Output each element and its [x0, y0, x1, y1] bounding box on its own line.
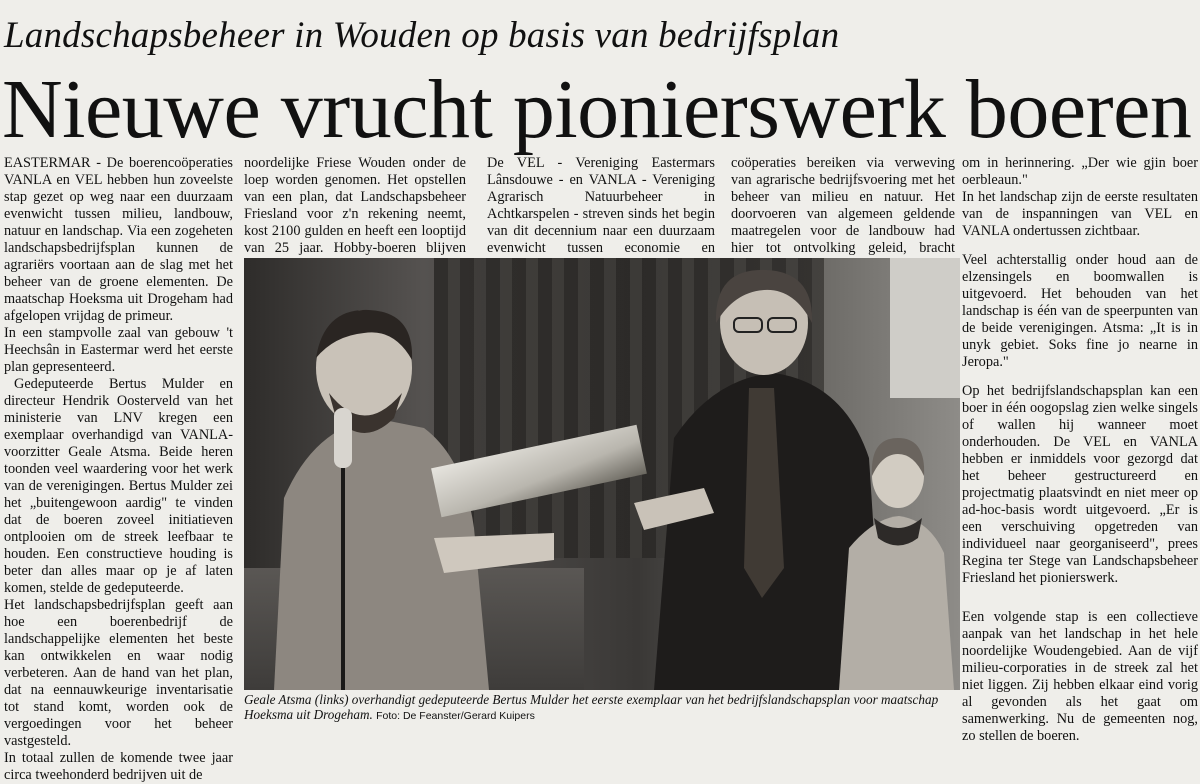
paragraph: In een stampvolle zaal van gebouw 't Heechsân in Eastermar werd het eerste plan gepresenteerd.: [4, 325, 233, 375]
photo-caption: [244, 692, 960, 724]
paragraph: om in herinnering. „Der wie gjin boer oerbleaun.": [962, 155, 1198, 188]
paragraph: EASTERMAR - De boerencoöperaties VANLA en VEL hebben hun zoveelste stap gezet op weg naar een duurzaam evenwicht tussen milieu, landbouw, natuur en landschap. Via een zogeheten landschapsbedrijfsplan kunnen de agrariërs voortaan aan de slag met het beheer van de groene elementen. De maatschap Hoeksma uit Drogeham had afgelopen vrijdag de primeur.: [4, 155, 233, 324]
paragraph: In totaal zullen de komende twee jaar circa tweehonderd bedrijven uit de: [4, 750, 233, 783]
column-1: [4, 155, 233, 783]
photo-credit: Foto: De Feanster/Gerard Kuipers: [376, 710, 535, 722]
article-headline: Nieuwe vrucht pionierswerk boeren: [2, 63, 1192, 156]
paragraph: noordelijke Friese Wouden onder de loep worden genomen. Het opstellen van een plan, dat Landschapsbeheer Friesland voor z'n rekening neemt, kost 2100 gulden en heeft een looptijd van 25 jaar. Hobby-boeren blijven: [244, 155, 466, 256]
paragraph: Veel achterstallig onder houd aan de elzensingels en boomwallen is uitgevoerd. Het behouden van het landschap is één van de speerpunten van de beide verenigingen. Atsma: „It is in unyk gebiet. Soks fine jo nearne in Jeropa.": [962, 252, 1198, 370]
paragraph: Het landschapsbedrijfsplan geeft aan hoe een boerenbedrijf de landschappelijke elementen het beste kan ontwikkelen en waar nodig verbeteren. Aan de hand van het plan, dat na eennauwkeurige inventarisatie tot stand komt, worden ook de vergoedingen voor het beheer vastgesteld.: [4, 597, 233, 749]
photo-window: [890, 258, 960, 398]
photo-woman: [834, 428, 960, 690]
column-4: [731, 155, 955, 255]
paragraph: coöperaties bereiken via verweving van agrarische bedrijfsvoering met het beheer van milieu en natuur. Het doorvoeren van algemeen geldende maatregelen voor de landbouw had hier tot ontvolking geleid, bracht: [731, 155, 955, 256]
paragraph: Een volgende stap is een collectieve aanpak van het landschap in het hele noordelijke Woudengebied. Aan de vijf milieu-corporaties in de streek zal het niet liggen. Zij hebben elkaar eind vorig al gevonden als het gaat om samenwerking. Nu de gemeenten nog, zo stellen de boeren.: [962, 609, 1198, 744]
photo-microphone: [332, 408, 354, 690]
paragraph: De VEL - Vereniging Eastermars Lânsdouwe - en VANLA - Vereniging Agrarisch Natuurbeheer in Achtkarspelen - streven sinds het begin van dit decennium naar een duurzaam evenwicht tussen economie en: [487, 155, 715, 256]
column-5: [962, 155, 1198, 744]
article-kicker: Landschapsbeheer in Wouden op basis van bedrijfsplan: [4, 15, 840, 56]
paragraph: Gedeputeerde Bertus Mulder en directeur Hendrik Oosterveld van het ministerie van LNV kregen een exemplaar overhandigd van VANLA-voorzitter Geale Atsma. Beide heren toonden veel waardering voor het werk van de verenigingen. Bertus Mulder zei het „buitengewoon aardig" te vinden dat de boeren zoveel initiatieven ontplooien om de streek leefbaar te houden. Een constructieve houding is beter dan alles maar op je af laten komen, stelde de gedeputeerde.: [4, 376, 233, 596]
paragraph: Op het bedrijfslandschapsplan kan een boer in één oogopslag zien welke singels of wallen hij wanneer moet onderhouden. De VEL en VANLA hebben er inmiddels voor gezorgd dat het beheer gestructureerd en projectmatig plaatsvindt en niet meer op ad-hoc-basis wordt uitgevoerd. „Er is een verschuiving opgetreden van individueel naar georganiseerd", prees Regina ter Stege van Landschapsbeheer Friesland het pionierswerk.: [962, 383, 1198, 586]
column-2: [244, 155, 466, 255]
column-3: [487, 155, 715, 255]
caption-text: Geale Atsma (links) overhandigt gedeputeerde Bertus Mulder het eerste exemplaar van het bedrijfslandschapsplan voor maatschap Hoeksma uit Drogeham.: [244, 692, 939, 722]
news-photo: [244, 258, 960, 690]
paragraph: In het landschap zijn de eerste resultaten van de inspanningen van VEL en VANLA ondertussen zichtbaar.: [962, 189, 1198, 239]
